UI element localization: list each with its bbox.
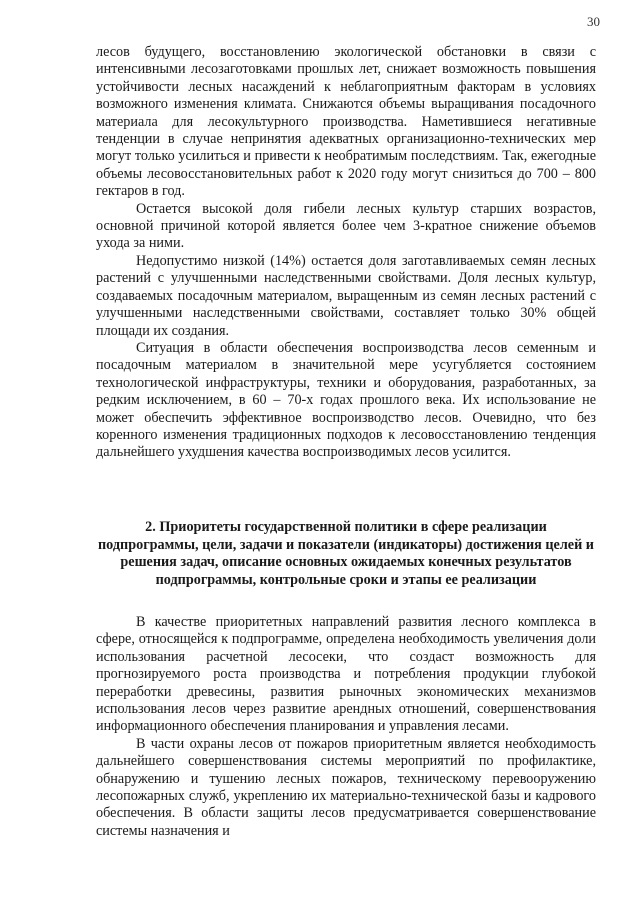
paragraph-infrastructure: Ситуация в области обеспечения воспроизводства лесов семенным и посадочным материалом в значительной мере усугубляется состоянием технологической инфраструктуры, техники и оборудования, разработанных, за редким исключением, в 60 – 70-х годах прошлого века. Их использование не может обеспечить эффективное воспроизводство лесов. Очевидно, что без коренного изменения традиционных подходов к лесовосстановлению тенденция дальнейшего ухудшения качества воспроизводимых лесов усилится. (96, 339, 596, 461)
paragraph-forest-cultures: Остается высокой доля гибели лесных культур старших возрастов, основной причиной которой является более чем 3-кратное снижение объемов ухода за ними. (96, 200, 596, 252)
text-block-problems (96, 44, 596, 462)
paragraph-seeds: Недопустимо низкой (14%) остается доля заготавливаемых семян лесных растений с улучшенными наследственными свойствами. Доля лесных культур, создаваемых посадочным материалом, выращенным из семян лесных растений с улучшенными наследственными свойствами, составляет только 30% общей площади их создания. (96, 252, 596, 339)
section-heading: 2. Приоритеты государственной политики в сфере реализации подпрограммы, цели, задачи и показатели (индикаторы) достижения целей и решения задач, описание основных ожидаемых конечных результатов подпрограммы, контрольные сроки и этапы ее реализации (98, 519, 594, 588)
text-block-priorities (96, 614, 596, 840)
paragraph-continuation: лесов будущего, восстановлению экологической обстановки в связи с интенсивными лесозаготовками прошлых лет, снижает возможность повышения устойчивости лесных насаждений к неблагоприятным факторам в условиях возможного изменения климата. Снижаются объемы выращивания посадочного материала для лесокультурного производства. Наметившиеся негативные тенденции в случае непринятия адекватных организационно-технических мер могут только усилиться и привести к необратимым последствиям. Так, ежегодные объемы лесовосстановительных работ к 2020 году могут снизиться до 700 – 800 гектаров в год. (96, 44, 596, 200)
page-number: 30 (587, 14, 600, 29)
paragraph-fire-protection: В части охраны лесов от пожаров приоритетным является необходимость дальнейшего совершенствования системы мероприятий по профилактике, обнаружению и тушению лесных пожаров, техническому перевооружению лесопожарных служб, укреплению их материально-технической базы и кадрового обеспечения. В области защиты лесов предусматривается совершенствование системы назначения и (96, 735, 596, 839)
paragraph-priorities: В качестве приоритетных направлений развития лесного комплекса в сфере, относящейся к подпрограмме, определена необходимость увеличения доли использования расчетной лесосеки, что создаст возможность для прогнозируемого роста производства и потребления продукции глубокой переработки древесины, развития рыночных экономических механизмов использования лесов через развитие арендных отношений, совершенствования информационного обеспечения планирования и управления лесами. (96, 614, 596, 735)
